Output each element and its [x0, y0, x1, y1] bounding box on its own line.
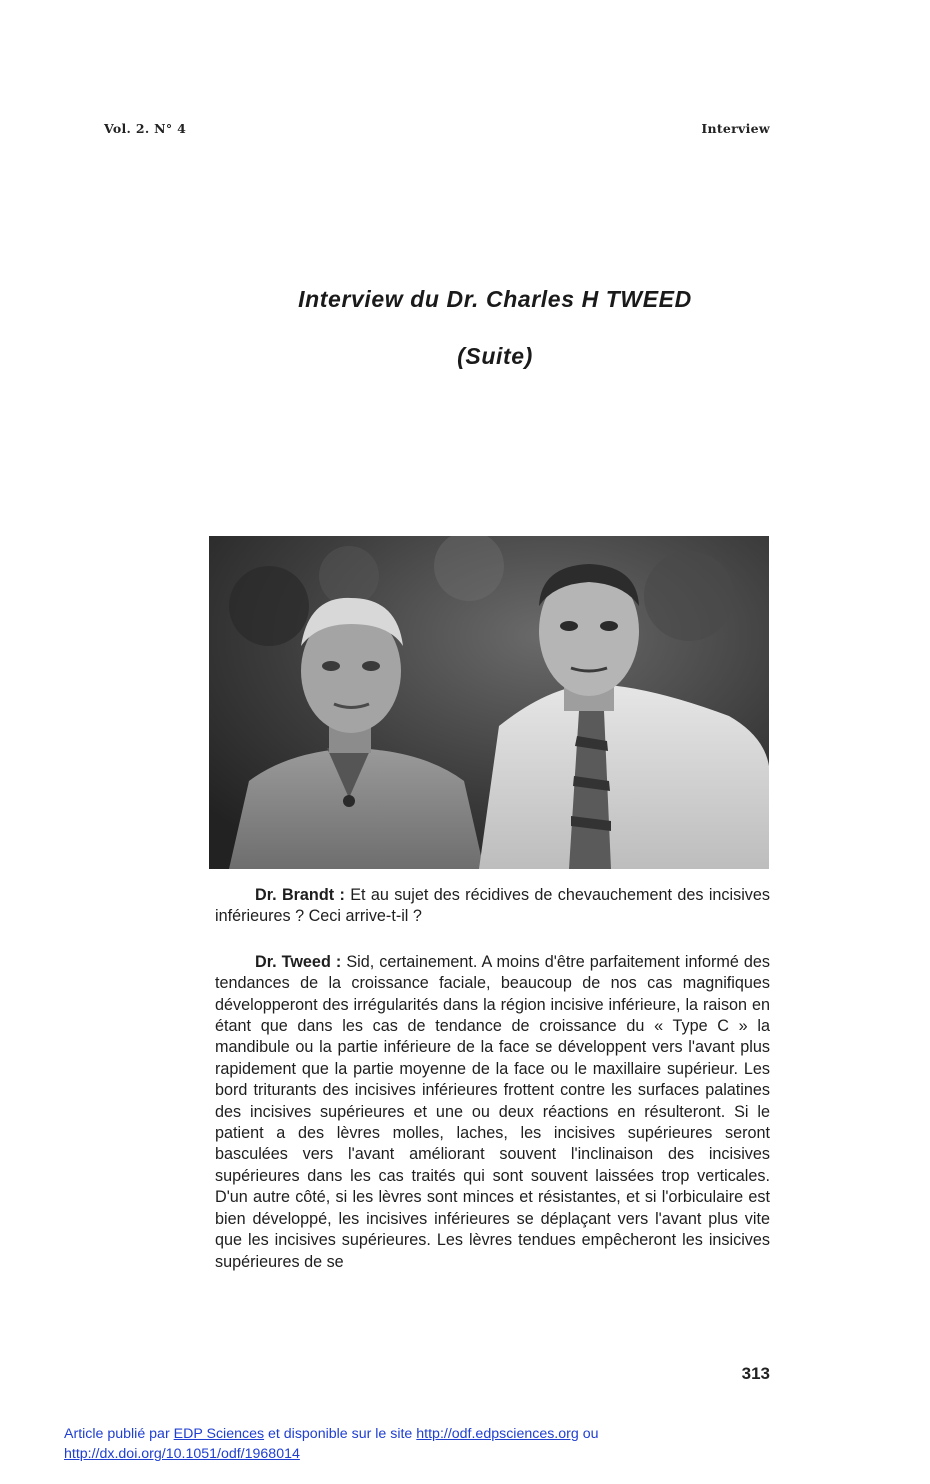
- journal-volume-header: Vol. 2. N° 4: [104, 121, 187, 136]
- paragraph-text: Et au sujet des récidives de chevauchement des incisives inférieures ? Ceci arrive-t-il ?: [215, 886, 771, 926]
- site-link[interactable]: http://odf.edpsciences.org: [416, 1426, 579, 1442]
- footer-suffix: ou: [578, 1426, 599, 1442]
- page-number: 313: [741, 1364, 770, 1383]
- speaker-name: Dr. Tweed :: [255, 952, 342, 971]
- footer-middle: et disponible sur le site: [264, 1426, 417, 1442]
- doi-link[interactable]: http://dx.doi.org/10.1051/odf/1968014: [64, 1446, 300, 1462]
- article-title: Interview du Dr. Charles H TWEED: [298, 286, 692, 312]
- footer-prefix: Article publié par: [64, 1426, 174, 1442]
- speaker-name: Dr. Brandt :: [255, 886, 345, 904]
- paragraph-text: Sid, certainement. A moins d'être parfaitement informé des tendances de la croissance faciale, beaucoup de nos cas magnifiques développeront des irrégularités dans la région incisive inférieure, la raison en étant que dans les cas de tendance de croissance du « Type C » la mandibule ou la partie inférieure de la face se développent vers l'avant plus rapidement que la partie moyenne de la face ou le maxillaire supérieur. Les bord triturants des incisives inférieures frottent contre les surfaces palatines des incisives supérieures et une ou deux réactions en résulteront. Si le patient a des lèvres molles, laches, les incisives supérieures seront basculées vers l'avant améliorant souvent l'inclinaison des incisives supérieures dans les cas traités qui sont souvent laissées trop verticales. D'un autre côté, si les lèvres sont minces et résistantes, et si l'orbiculaire est bien développé, les incisives inférieures se déplaçant vers l'avant plus vite que les incisives supérieures. Les lèvres tendues empêcheront les insicives supérieures de se: [215, 952, 770, 1271]
- publication-footer: [64, 1424, 884, 1464]
- interview-photo: [209, 536, 769, 869]
- interview-paragraph: [215, 952, 770, 1273]
- interview-body: [215, 885, 770, 1273]
- publisher-link[interactable]: EDP Sciences: [173, 1426, 265, 1442]
- interview-paragraph: [215, 885, 770, 928]
- article-subtitle: (Suite): [457, 343, 533, 369]
- section-header: Interview: [701, 121, 770, 136]
